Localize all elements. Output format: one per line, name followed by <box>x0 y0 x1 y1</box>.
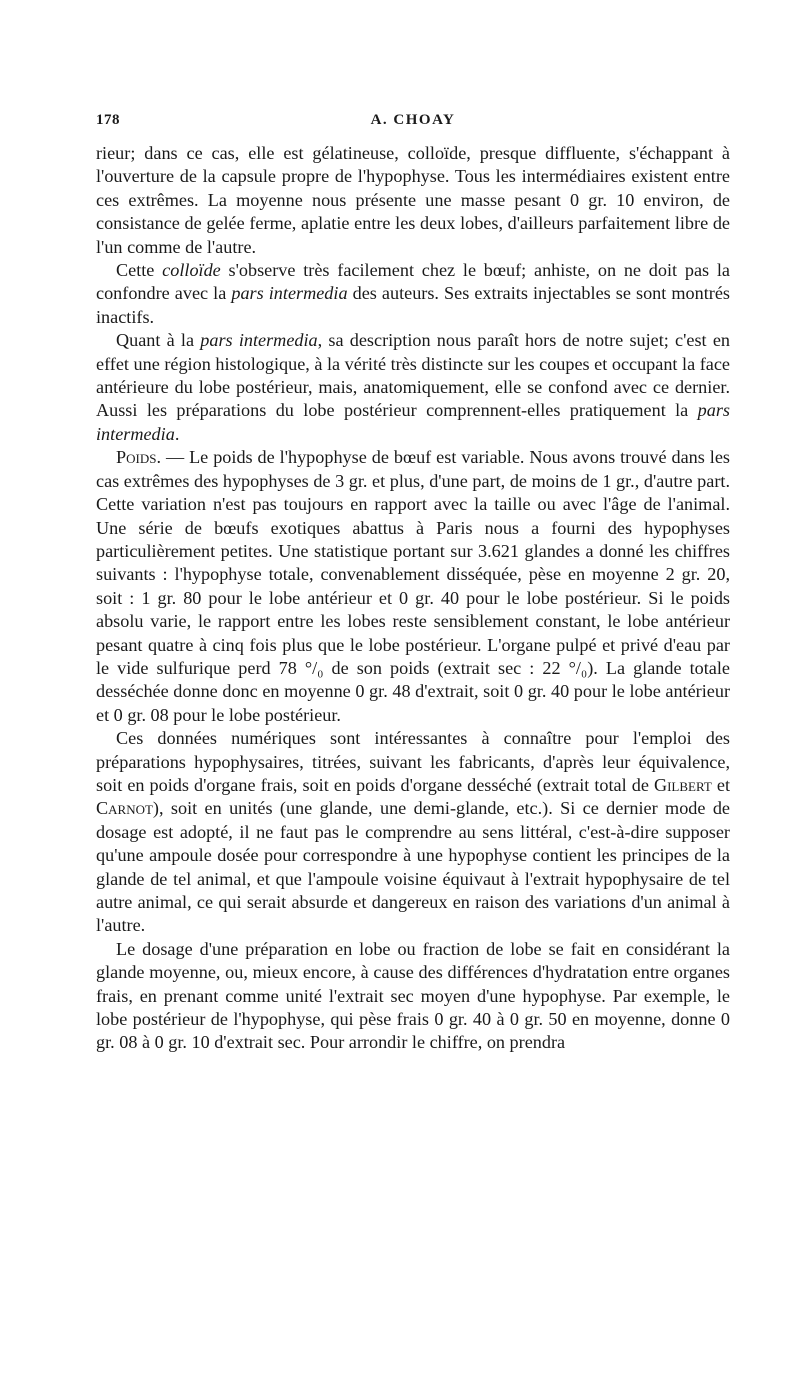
paragraph <box>96 329 730 446</box>
book-page <box>96 108 730 1055</box>
text-run: Le dosage d'une préparation en lobe ou fraction de lobe se fait en considérant la glande moyenne, ou, mieux encore, à cause des différences d'hydratation entre organes frais, en prenant comme unité l'extrait sec moyen d'une hypophyse. Par exemple, le lobe postérieur de l'hypophyse, qui pèse frais 0 gr. 40 à 0 gr. 50 en moyenne, donne 0 gr. 08 à 0 gr. 10 d'extrait sec. Pour arrondir le chiffre, on prendra <box>96 938 730 1053</box>
italic-term: colloïde <box>162 260 221 281</box>
italic-term: pars intermedia <box>231 283 348 304</box>
text-run: et <box>711 774 730 795</box>
text-run: , sa description nous paraît hors de notre sujet; c'est en effet une région histologique, à la vérité très distincte sur les coupes et occupant la face antérieure du lobe postérieur, mais, anatomiquement, elle se confond avec ce dernier. Aussi les préparations du lobe postérieur comprennent-elles pratiquement la <box>96 330 730 421</box>
text-run: . — Le poids de l'hypophyse de bœuf est variable. Nous avons trouvé dans les cas extrêmes des hypophyses de 3 gr. et plus, d'une part, de moins de 1 gr., d'autre part. Cette variation n'est pas toujours en rapport avec la taille ou avec l'âge de l'animal. Une série de bœufs exotiques abattus à Paris nous a fourni des hypophyses particulièrement petites. Une statistique portant sur 3.621 glandes a donné les chiffres suivants : l'hypophyse totale, convenablement disséquée, pèse en moyenne 2 gr. 20, soit : 1 gr. 80 pour le lobe antérieur et 0 gr. 40 pour le lobe postérieur. Si le poids absolu varie, le rapport entre les lobes reste sensiblement constant, le lobe antérieur pesant quatre à cinq fois plus que le lobe postérieur. L'organe pulpé et privé d'eau par le vide sulfurique perd 78 °/₀ de son poids (extrait sec : 22 °/₀). La glande totale desséchée donne donc en moyenne 0 gr. 48 d'extrait, soit 0 gr. 40 pour le lobe antérieur et 0 gr. 08 pour le lobe postérieur. <box>96 447 730 725</box>
paragraph <box>96 142 730 259</box>
text-run: rieur; dans ce cas, elle est gélatineuse, colloïde, presque diffluente, s'échappant à l'ouverture de la capsule propre de l'hypophyse. Tous les intermédiaires existent entre ces extrêmes. La moyenne nous présente une masse pesant 0 gr. 10 environ, de consistance de gelée ferme, aplatie entre les deux lobes, d'ailleurs parfaitement libre de l'un comme de l'autre. <box>96 143 730 257</box>
paragraph <box>96 727 730 938</box>
page-number: 178 <box>96 112 120 128</box>
italic-term: pars intermedia <box>200 330 318 351</box>
body-text <box>96 142 730 1055</box>
text-run: Quant à la <box>116 330 201 351</box>
text-run: Cette <box>116 260 163 281</box>
text-run: Ces données numériques sont intéressantes à connaître pour l'emploi des préparations hypophysaires, titrées, suivant les fabricants, d'après leur équivalence, soit en poids d'organe frais, soit en poids d'organe desséché (extrait total de <box>96 728 730 795</box>
text-run: des auteurs. Ses extraits injectables se sont montrés inactifs. <box>96 283 730 327</box>
italic-term: pars intermedia <box>96 400 730 444</box>
paragraph <box>96 938 730 1055</box>
paragraph <box>96 446 730 727</box>
small-caps-term: Poids <box>116 447 157 468</box>
small-caps-term: Gilbert <box>653 774 712 795</box>
running-head <box>96 108 730 142</box>
text-run: ), soit en unités (une glande, une demi-glande, etc.). Si ce dernier mode de dosage est adopté, il ne faut pas le comprendre au sens littéral, c'est-à-dire supposer qu'une ampoule dosée pour correspondre à une hypophyse contient les principes de la glande de tel animal, et que l'ampoule voisine équivaut à l'extrait hypophysaire de tel autre animal, ce qui serait absurde et dangereux en raison des variations d'un animal à l'autre. <box>96 798 730 936</box>
text-run: . <box>174 423 180 444</box>
text-run: s'observe très facilement chez le bœuf; anhiste, on ne doit pas la confondre avec la <box>96 260 730 304</box>
paragraph <box>96 259 730 329</box>
small-caps-term: Carnot <box>96 798 153 819</box>
running-head-author: A. CHOAY <box>370 112 456 128</box>
